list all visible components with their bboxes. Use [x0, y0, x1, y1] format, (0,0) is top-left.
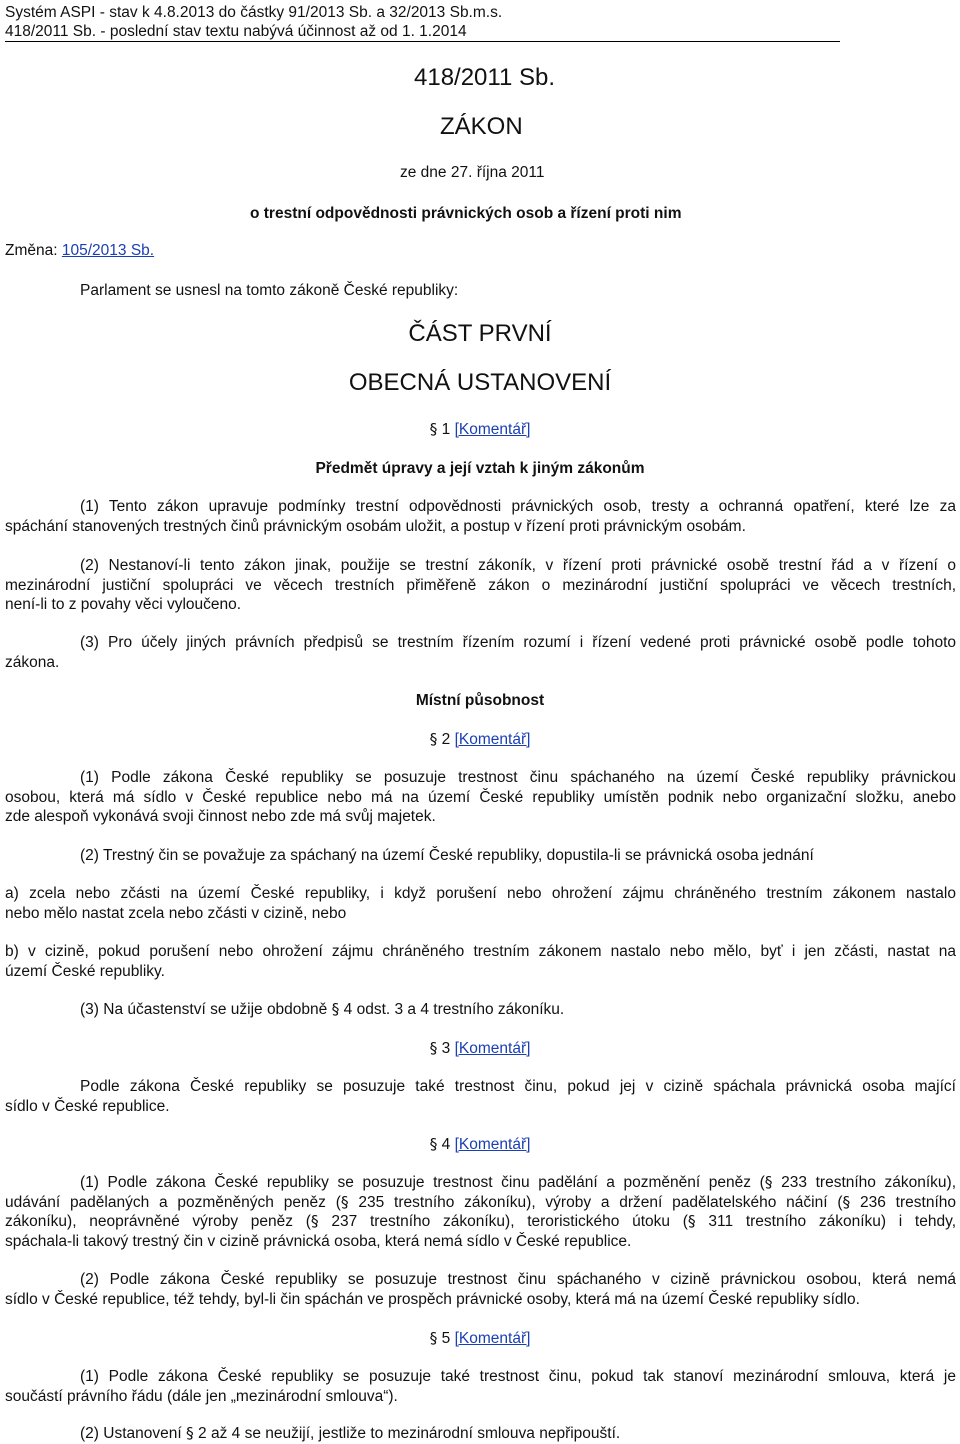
section-symbol: § [331, 1000, 340, 1018]
section-1-heading: Předmět úpravy a její vztah k jiným zákonům [315, 460, 645, 477]
s4-paragraph-1: (1) Podle zákona České republiky se posuzuje trestnost činu padělání a pozměnění peněz (§ 233 trestního zákoníku), udávání padělaných a pozměněných peněz (§ 235 trestního zákoníku), výroby a držení padělatelského náčiní (§ 236 trestního zákoníku), neoprávněné výroby peněz (§ 237 trestního zákoníku), teroristického útoku (§ 311 trestního zákoníku) i tehdy, spáchala-li takový trestný čin v cizině právnická osoba, která nemá sídlo v České republice. [5, 1173, 957, 1250]
section-symbol: § [687, 1212, 696, 1230]
s1-paragraph-2: (2) Nestanoví-li tento zákon jinak, použije se trestní zákoník, v řízení proti právnické osobě trestní řád a v řízení o mezinárodní justiční spolupráci ve věcech trestních přiměřeně zákon o mezinárodní justiční spolupráci ve věcech trestních, není-li to z povahy věci vyloučeno. [5, 557, 956, 613]
commentary-link-s2[interactable]: [Komentář] [454, 731, 531, 748]
law-type: ZÁKON [440, 113, 523, 140]
section-symbol: § [185, 1424, 194, 1442]
amendment-link[interactable]: 105/2013 Sb. [61, 242, 155, 259]
commentary-link-s3[interactable]: [Komentář] [454, 1040, 531, 1057]
section-symbol: § [429, 730, 438, 748]
s2-paragraph-3: (3) Na účastenství se užije obdobně § 4 odst. 3 a 4 trestního zákoníku. [80, 1000, 565, 1018]
section-2-number: § 2 [Komentář] [429, 730, 531, 748]
part-title: ČÁST PRVNÍ [408, 320, 552, 347]
section-3-number: § 3 [Komentář] [429, 1039, 531, 1057]
s1-paragraph-1: (1) Tento zákon upravuje podmínky trestní odpovědnosti právnických osob, tresty a ochranná opatření, které lze za spáchání stanovených trestných činů právnickým osobám uložit, a postup v řízení proti právnickým osobám. [5, 498, 956, 535]
section-symbol: § [429, 1039, 438, 1057]
s1-paragraph-3: (3) Pro účely jiných právních předpisů se trestním řízením rozumí i řízení vedené proti právnické osobě podle tohoto zákona. [5, 634, 956, 671]
commentary-link-s1[interactable]: [Komentář] [454, 421, 531, 438]
section-1-number: § 1 [Komentář] [429, 420, 531, 438]
part-subtitle: OBECNÁ USTANOVENÍ [348, 369, 612, 396]
s2-item-b: b) v cizině, pokud porušení nebo ohrožení zájmu chráněného trestním zákonem nastalo nebo mělo, byť i jen zčásti, nastat na území České republiky. [5, 943, 956, 980]
s2-item-a: a) zcela nebo zčásti na území České republiky, i když porušení nebo ohrožení zájmu chráněného trestním zákonem nastalo nebo mělo nastat zcela nebo zčásti v cizině, nebo [5, 885, 956, 922]
section-symbol: § [429, 1329, 438, 1347]
section-symbol: § [429, 1135, 438, 1153]
s2-paragraph-2: (2) Trestný čin se považuje za spáchaný na území České republiky, dopustila-li se právnická osoba jednání [80, 847, 814, 864]
section-5-number: § 5 [Komentář] [429, 1329, 531, 1347]
section-symbol: § [310, 1212, 319, 1230]
law-title: o trestní odpovědnosti právnických osob a řízení proti nim [250, 205, 682, 222]
header-line-1: Systém ASPI - stav k 4.8.2013 do částky 91/2013 Sb. a 32/2013 Sb.m.s. [5, 4, 503, 21]
preamble: Parlament se usnesl na tomto zákoně České republiky: [80, 282, 459, 299]
s4-paragraph-2: (2) Podle zákona České republiky se posuzuje trestnost činu spáchaného v cizině právnickou osobou, která nemá sídlo v České republice, též tehdy, byl-li čin spáchán ve prospěch právnické osoby, která má na území České republiky sídlo. [5, 1271, 956, 1308]
law-date: ze dne 27. října 2011 [400, 164, 545, 181]
section-symbol: § [842, 1192, 851, 1211]
commentary-link-s5[interactable]: [Komentář] [454, 1330, 531, 1347]
local-scope-heading: Místní působnost [415, 692, 545, 709]
commentary-link-s4[interactable]: [Komentář] [454, 1136, 531, 1153]
s5-paragraph-2: (2) Ustanovení § 2 až 4 se neužijí, jestliže to mezinárodní smlouva nepřipouští. [80, 1424, 621, 1442]
section-symbol: § [340, 1192, 349, 1211]
s5-paragraph-1: (1) Podle zákona České republiky se posuzuje také trestnost činu, pokud tak stanoví mezinárodní smlouva, která je součástí právního řádu (dále jen „mezinárodní smlouva“). [5, 1368, 956, 1405]
change-note [5, 241, 154, 261]
section-symbol: § [764, 1173, 773, 1191]
header-line-2: 418/2011 Sb. - poslední stav textu nabývá účinnost až od 1. 1.2014 [5, 23, 467, 40]
section-symbol: § [429, 420, 438, 438]
change-label: Změna: [5, 242, 58, 259]
s3-paragraph: Podle zákona České republiky se posuzuje také trestnost činu, pokud jej v cizině spáchala právnická osoba mající sídlo v České republice. [5, 1078, 956, 1115]
section-4-number: § 4 [Komentář] [429, 1135, 531, 1153]
s2-paragraph-1: (1) Podle zákona České republiky se posuzuje trestnost činu spáchaného na území České republiky právnickou osobou, která má sídlo v České republice nebo má na území České republiky umístěn podnik nebo organizační složku, anebo zde alespoň vykonává svoji činnost nebo zde má svůj majetek. [5, 769, 956, 825]
law-number: 418/2011 Sb. [414, 64, 556, 91]
document-header [5, 3, 840, 42]
